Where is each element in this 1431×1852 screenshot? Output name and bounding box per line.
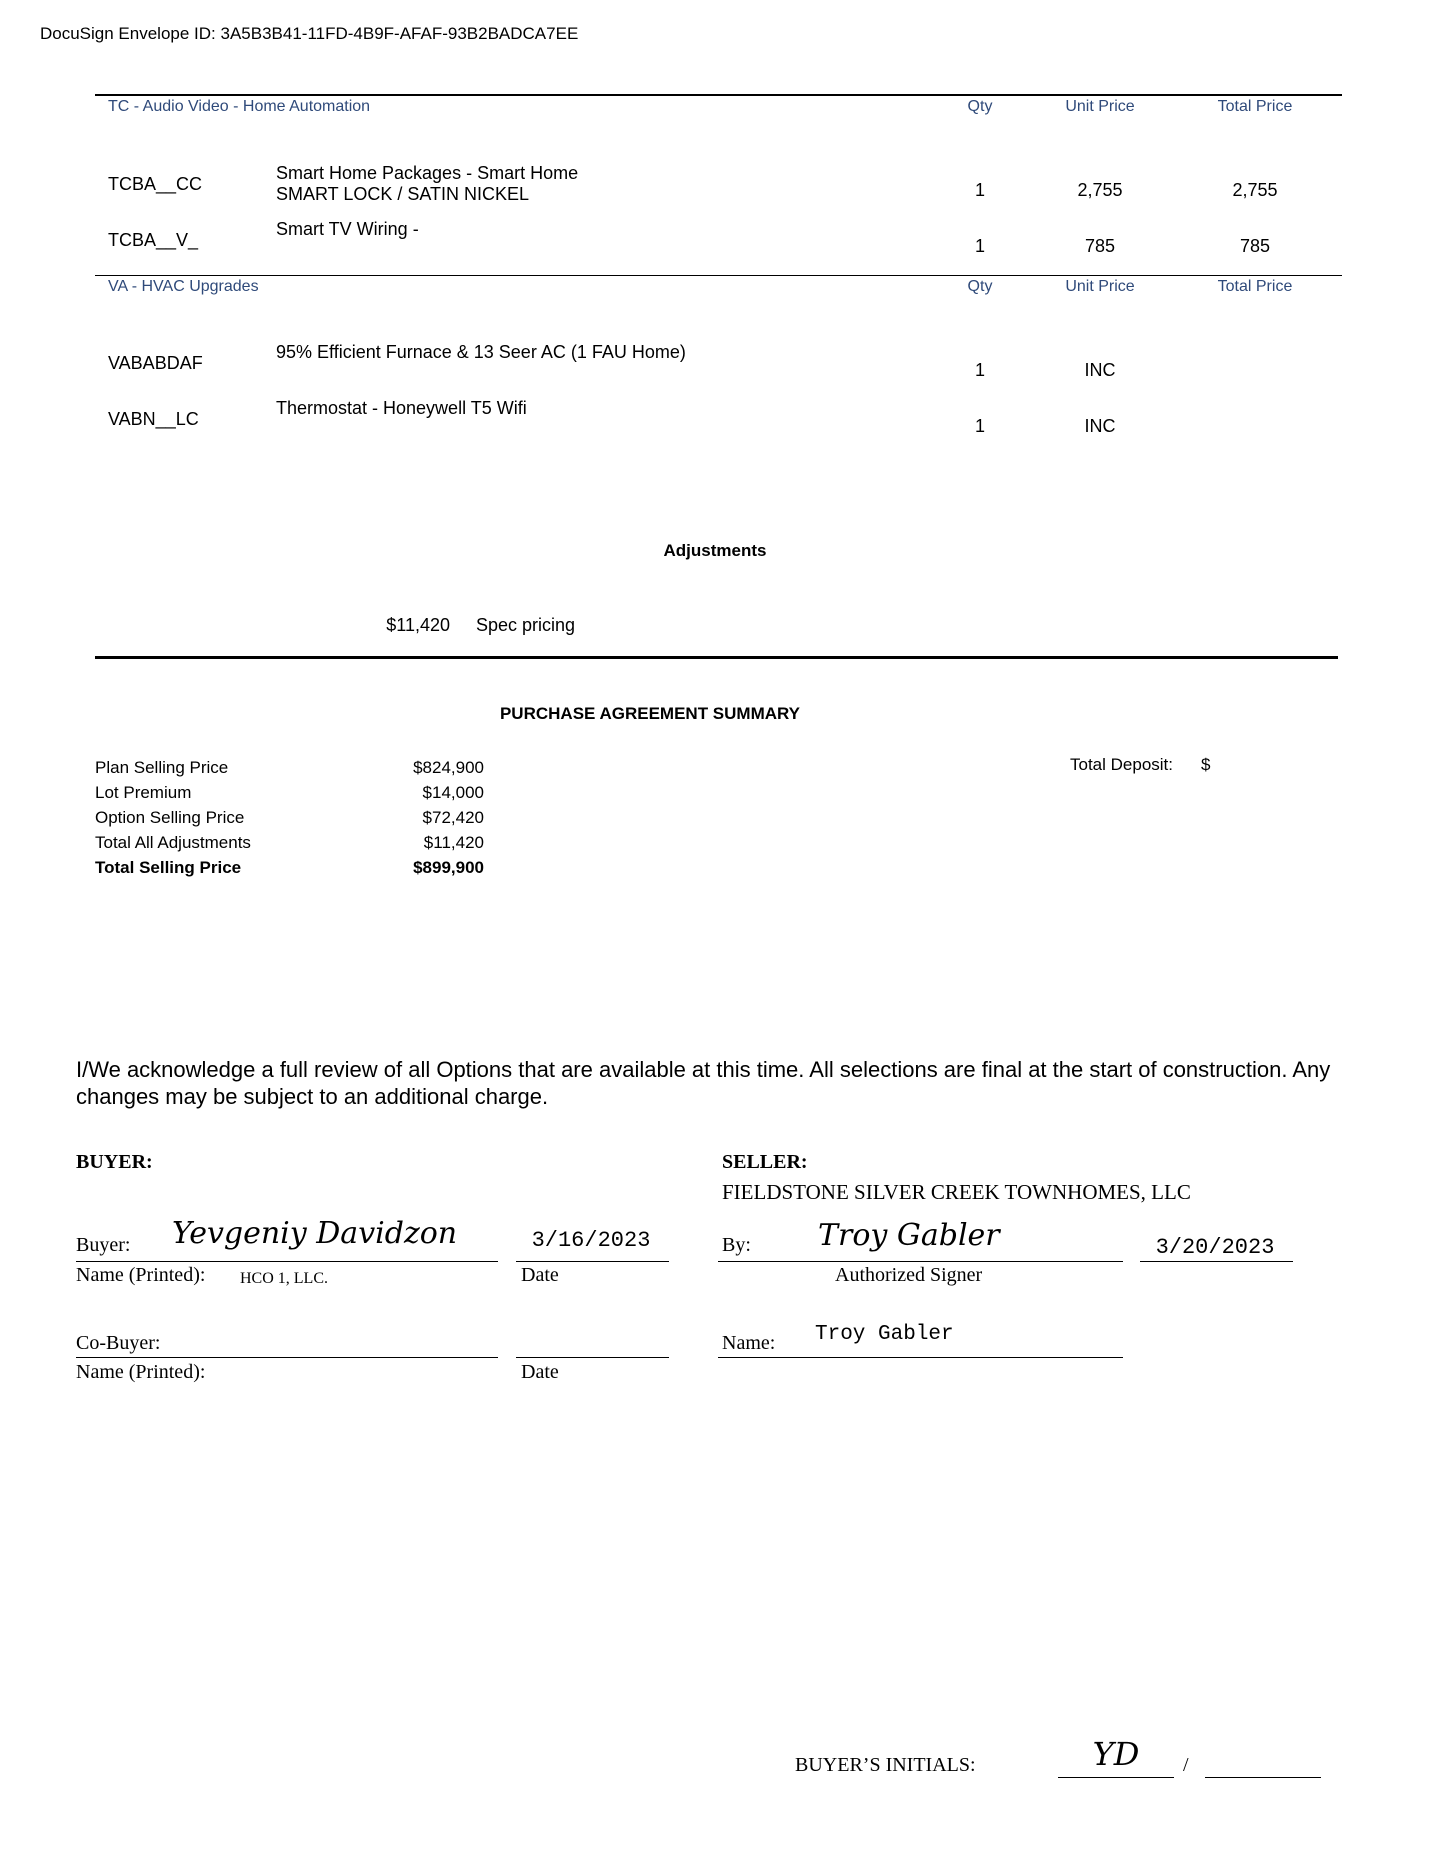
name-printed-label: Name (Printed): <box>76 1264 206 1286</box>
buyer-initials-line <box>1058 1777 1174 1778</box>
option-code: TCBA__CC <box>108 174 203 194</box>
option-description-2: SMART LOCK / SATIN NICKEL <box>276 184 530 204</box>
summary-label: Plan Selling Price <box>95 758 229 777</box>
option-qty: 1 <box>974 360 985 380</box>
option-qty: 1 <box>974 236 985 256</box>
total-deposit-label: Total Deposit: <box>1070 755 1173 774</box>
total-deposit-value: $ <box>1201 755 1211 774</box>
seller-name-line <box>718 1357 1123 1358</box>
summary-value: $824,900 <box>413 758 484 777</box>
option-unit-price: 785 <box>1084 236 1116 256</box>
seller-name-label: Name: <box>722 1332 776 1354</box>
option-qty: 1 <box>974 416 985 436</box>
envelope-id: DocuSign Envelope ID: 3A5B3B41-11FD-4B9F-AFAF-93B2BADCA7EE <box>40 24 579 43</box>
summary-value: $11,420 <box>423 833 484 852</box>
col-unit-header: Unit Price <box>1065 98 1135 115</box>
option-code: VABABDAF <box>108 353 203 373</box>
col-total-header: Total Price <box>1217 98 1293 115</box>
seller-name-value: Troy Gabler <box>815 1323 954 1346</box>
option-description: Thermostat - Honeywell T5 Wifi <box>276 398 527 418</box>
option-code: TCBA__V_ <box>108 230 199 250</box>
col-total-header: Total Price <box>1217 278 1293 295</box>
seller-by-label: By: <box>722 1234 751 1256</box>
summary-values <box>350 755 484 880</box>
seller-signature-line <box>718 1261 1123 1262</box>
summary-total-label: Total Selling Price <box>95 858 242 877</box>
adjustments-title: Adjustments <box>663 541 767 560</box>
summary-label: Total All Adjustments <box>95 833 251 852</box>
section-divider <box>95 275 1342 276</box>
option-total-price: 2,755 <box>1232 180 1278 200</box>
summary-labels <box>95 755 251 880</box>
seller-company: FIELDSTONE SILVER CREEK TOWNHOMES, LLC <box>722 1180 1191 1204</box>
seller-signature: Troy Gabler <box>818 1218 1000 1253</box>
option-total-price: 785 <box>1239 236 1271 256</box>
option-code: VABN__LC <box>108 409 199 429</box>
section-divider <box>95 94 1342 96</box>
buyer-date-line <box>516 1261 669 1262</box>
buyers-initials-label: BUYER’S INITIALS: <box>795 1754 976 1776</box>
adjustment-label: Spec pricing <box>476 615 576 635</box>
summary-value: $14,000 <box>422 783 484 802</box>
col-qty-header: Qty <box>967 278 993 295</box>
cobuyer-date-label: Date <box>521 1361 559 1383</box>
cobuyer-signature-line <box>76 1357 498 1358</box>
acknowledgement-text: I/We acknowledge a full review of all Options that are available at this time. All selections are final at the start of construction. Any changes may be subject to an additional charge. <box>76 1057 1331 1109</box>
option-unit-price: INC <box>1084 416 1116 436</box>
summary-value: $72,420 <box>422 808 484 827</box>
buyer-signature-line <box>76 1261 498 1262</box>
cobuyer-label: Co-Buyer: <box>76 1332 161 1354</box>
seller-heading: SELLER: <box>722 1151 808 1173</box>
option-description: Smart TV Wiring - <box>276 219 419 239</box>
section-title: VA - HVAC Upgrades <box>108 278 259 295</box>
buyer-date-label: Date <box>521 1264 559 1286</box>
adjustment-amount: $11,420 <box>386 615 450 635</box>
summary-title: PURCHASE AGREEMENT SUMMARY <box>499 704 801 723</box>
option-unit-price: 2,755 <box>1077 180 1123 200</box>
cobuyer-date-line <box>516 1357 669 1358</box>
option-unit-price: INC <box>1084 360 1116 380</box>
option-description: 95% Efficient Furnace & 13 Seer AC (1 FAU Home) <box>276 342 686 362</box>
cobuyer-initials-line <box>1205 1777 1321 1778</box>
seller-date: 3/20/2023 <box>1155 1235 1275 1260</box>
buyer-initials-value: YD <box>1092 1735 1140 1773</box>
option-description: Smart Home Packages - Smart Home <box>276 163 579 183</box>
section-title: TC - Audio Video - Home Automation <box>108 98 371 115</box>
option-qty: 1 <box>974 180 985 200</box>
buyer-date: 3/16/2023 <box>531 1228 651 1253</box>
summary-label: Lot Premium <box>95 783 192 802</box>
authorized-signer-label: Authorized Signer <box>835 1264 983 1286</box>
cobuyer-name-label: Name (Printed): <box>76 1361 206 1383</box>
initials-separator: / <box>1183 1754 1189 1776</box>
buyer-label: Buyer: <box>76 1234 131 1256</box>
summary-label: Option Selling Price <box>95 808 245 827</box>
section-divider <box>95 656 1338 659</box>
summary-total-value: $899,900 <box>413 858 484 877</box>
col-unit-header: Unit Price <box>1065 278 1135 295</box>
buyer-signature: Yevgeniy Davidzon <box>172 1216 458 1251</box>
seller-date-line <box>1140 1261 1293 1262</box>
col-qty-header: Qty <box>967 98 993 115</box>
name-printed-value: HCO 1, LLC. <box>240 1270 328 1287</box>
buyer-heading: BUYER: <box>76 1151 153 1173</box>
